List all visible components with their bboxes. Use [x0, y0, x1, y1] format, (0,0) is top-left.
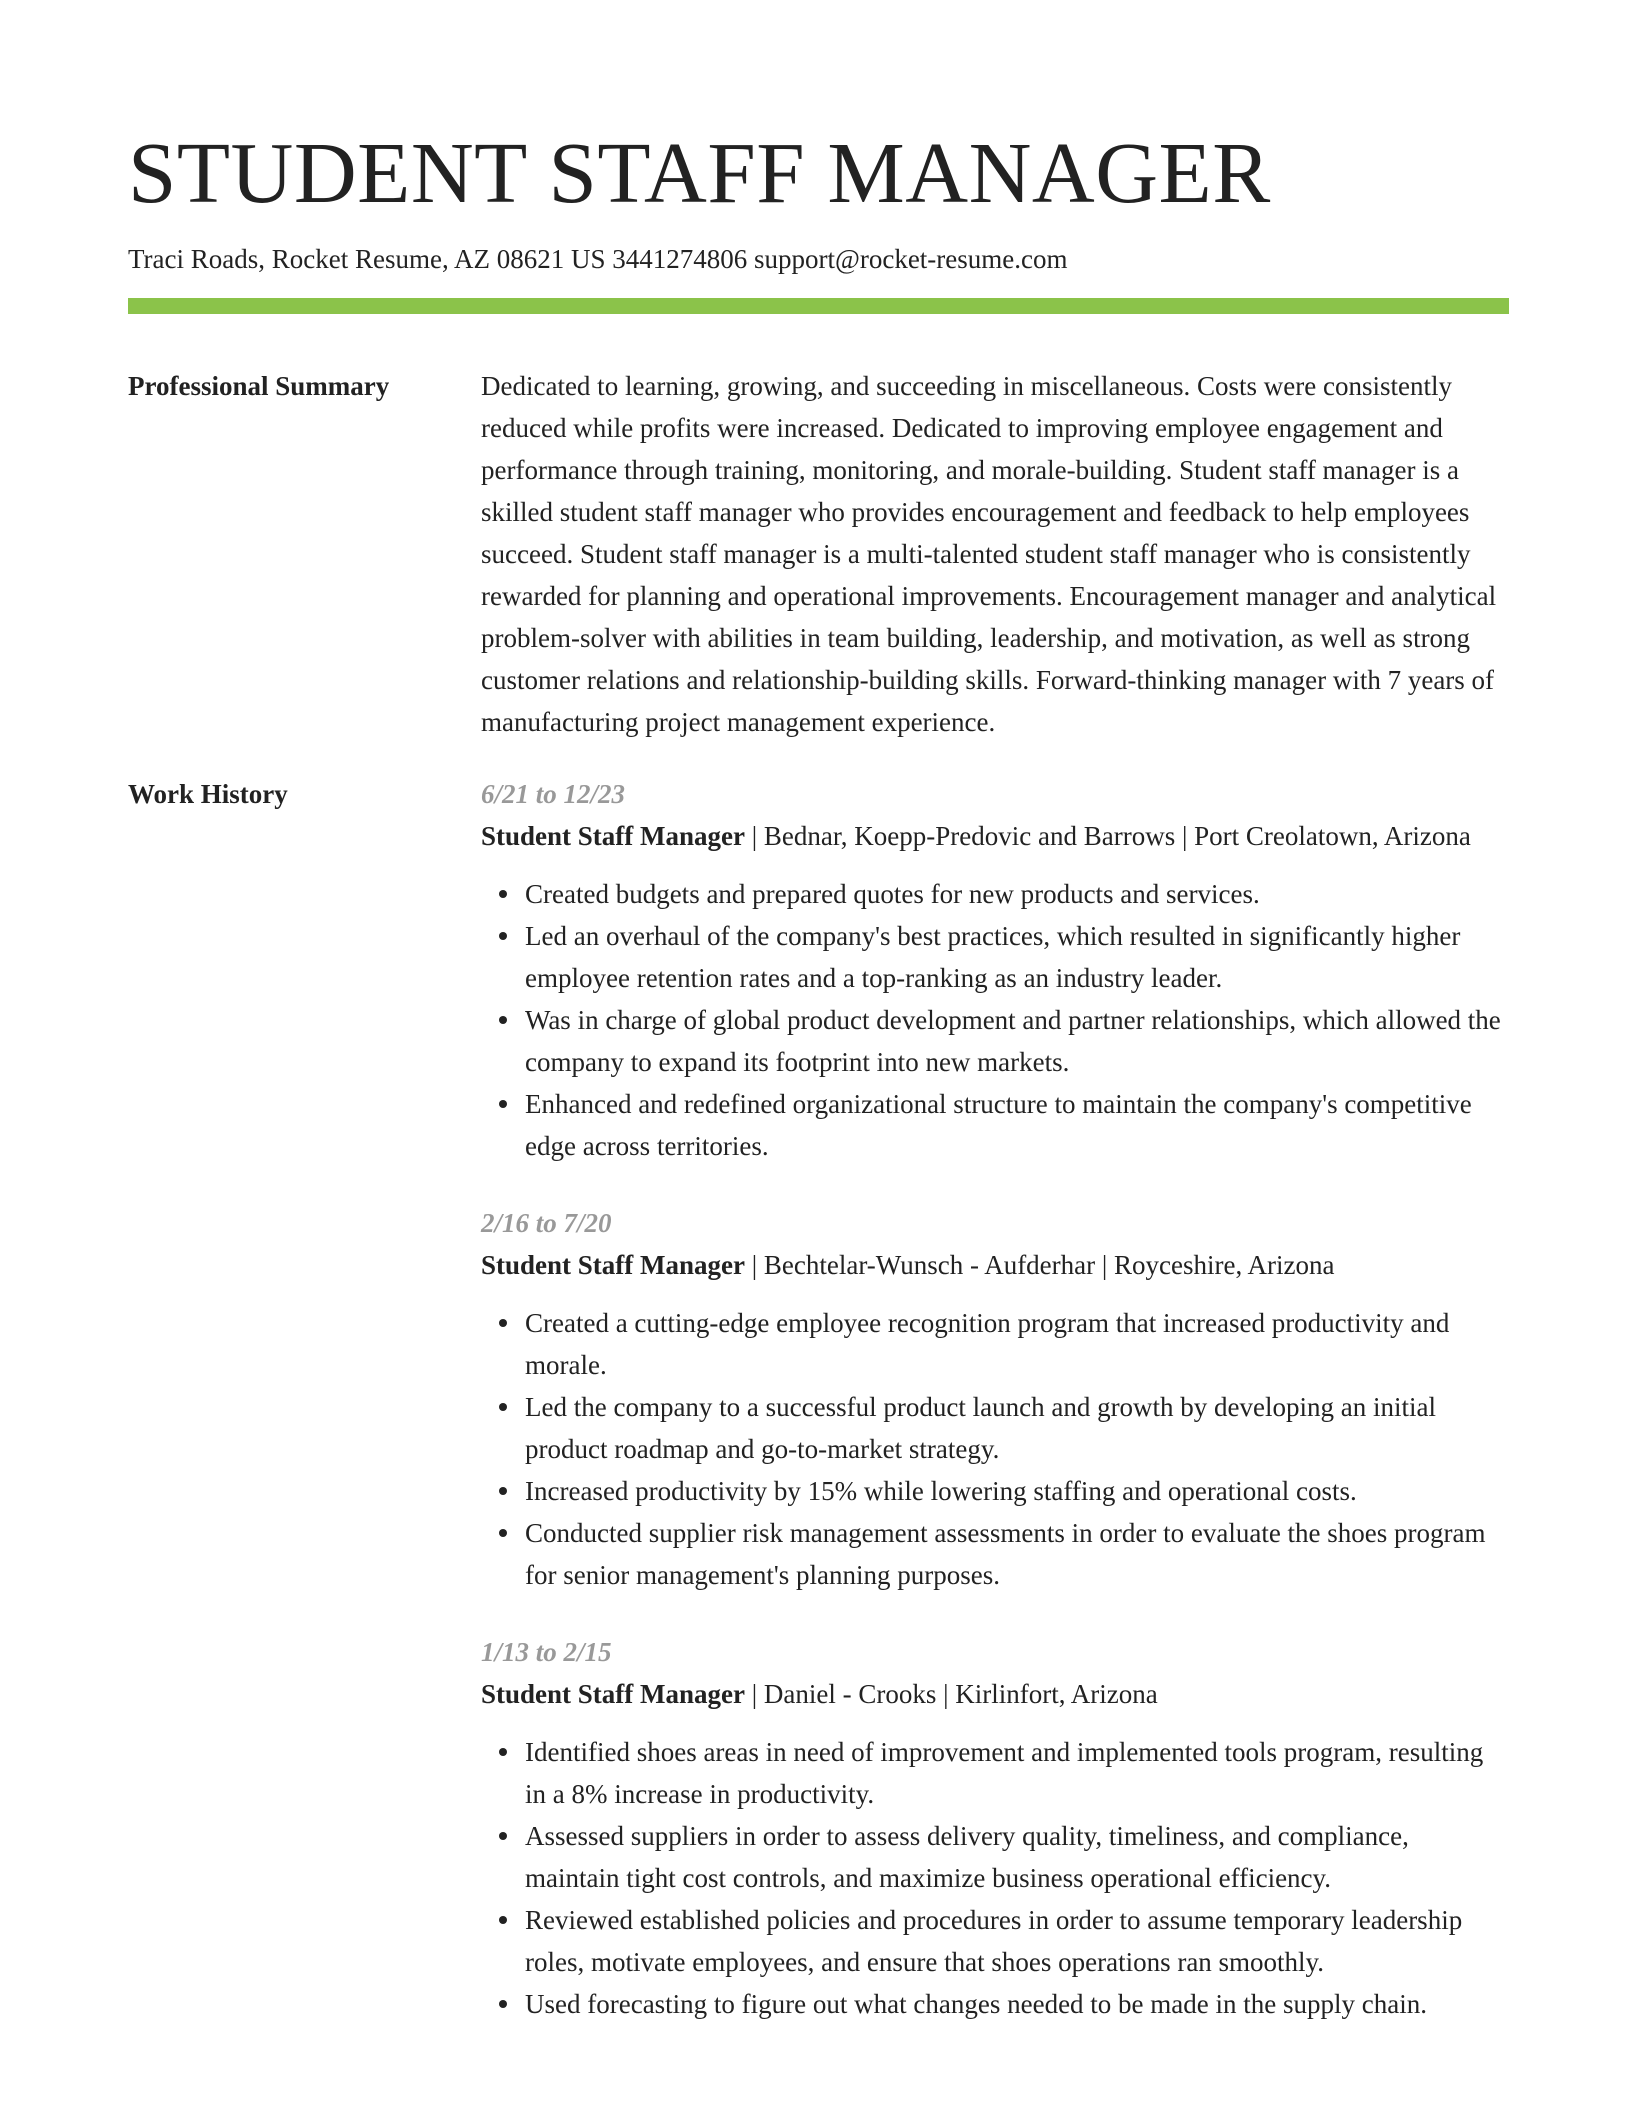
summary-text: Dedicated to learning, growing, and succeeding in miscellaneous. Costs were consistently reduced while profits were increased. Dedicated to improving employee engagement and performance through training, monitoring, and morale-building. Student staff manager is a skilled student staff manager who provides encouragement and feedback to help employees succeed. Student staff manager is a multi-talented student staff manager who is consistently rewarded for planning and operational improvements. Encouragement manager and analytical problem-solver with abilities in team building, leadership, and motivation, as well as strong customer relations and relationship-building skills. Forward-thinking manager with 7 years of manufacturing project management experience. — [481, 371, 1497, 737]
job-header — [481, 1244, 1509, 1286]
job-details: | Bechtelar-Wunsch - Aufderhar | Royceshire, Arizona — [745, 1250, 1335, 1280]
job-bullet: Identified shoes areas in need of improvement and implemented tools program, resulting in a 8% increase in productivity. — [525, 1731, 1509, 1815]
work-history-body — [481, 773, 1509, 2060]
job-bullet: Enhanced and redefined organizational structure to maintain the company's competitive edge across territories. — [525, 1083, 1509, 1167]
resume-title: STUDENT STAFF MANAGER — [128, 124, 1271, 221]
contact-line: Traci Roads, Rocket Resume, AZ 08621 US 3441274806 support@rocket-resume.com — [128, 244, 1068, 274]
job-bullet: Assessed suppliers in order to assess delivery quality, timeliness, and compliance, maintain tight cost controls, and maximize business operational efficiency. — [525, 1815, 1509, 1899]
job-bullet: Was in charge of global product development and partner relationships, which allowed the company to expand its footprint into new markets. — [525, 999, 1509, 1083]
job-dates: 6/21 to 12/23 — [481, 779, 626, 809]
summary-body — [481, 365, 1509, 743]
job-title: Student Staff Manager — [481, 1679, 745, 1709]
job-bullet: Led an overhaul of the company's best practices, which resulted in significantly higher employee retention rates and a top-ranking as an industry leader. — [525, 915, 1509, 999]
job-bullet-list — [481, 873, 1509, 1167]
job-bullet: Increased productivity by 15% while lowering staffing and operational costs. — [525, 1470, 1509, 1512]
job-bullet: Used forecasting to figure out what changes needed to be made in the supply chain. — [525, 1983, 1509, 2025]
job-entry — [481, 773, 1509, 1167]
professional-summary-section — [128, 365, 1509, 743]
job-title: Student Staff Manager — [481, 1250, 745, 1280]
job-bullet: Created a cutting-edge employee recognition program that increased productivity and morale. — [525, 1302, 1509, 1386]
job-bullet: Led the company to a successful product launch and growth by developing an initial product roadmap and go-to-market strategy. — [525, 1386, 1509, 1470]
section-label-summary: Professional Summary — [128, 371, 390, 401]
resume-page — [128, 0, 1509, 2060]
section-label-work-history: Work History — [128, 779, 288, 809]
job-bullet: Reviewed established policies and procedures in order to assume temporary leadership roles, motivate employees, and ensure that shoes operations ran smoothly. — [525, 1899, 1509, 1983]
work-history-section — [128, 773, 1509, 2060]
accent-divider — [128, 298, 1509, 314]
job-dates: 1/13 to 2/15 — [481, 1637, 612, 1667]
job-details: | Bednar, Koepp-Predovic and Barrows | Port Creolatown, Arizona — [745, 821, 1471, 851]
job-details: | Daniel - Crooks | Kirlinfort, Arizona — [745, 1679, 1158, 1709]
job-header — [481, 815, 1509, 857]
job-bullet: Conducted supplier risk management assessments in order to evaluate the shoes program for senior management's planning purposes. — [525, 1512, 1509, 1596]
job-bullet: Created budgets and prepared quotes for new products and services. — [525, 873, 1509, 915]
job-dates: 2/16 to 7/20 — [481, 1208, 612, 1238]
job-header — [481, 1673, 1509, 1715]
job-title: Student Staff Manager — [481, 821, 745, 851]
job-entry — [481, 1202, 1509, 1596]
job-entry — [481, 1631, 1509, 2025]
job-bullet-list — [481, 1731, 1509, 2025]
job-bullet-list — [481, 1302, 1509, 1596]
